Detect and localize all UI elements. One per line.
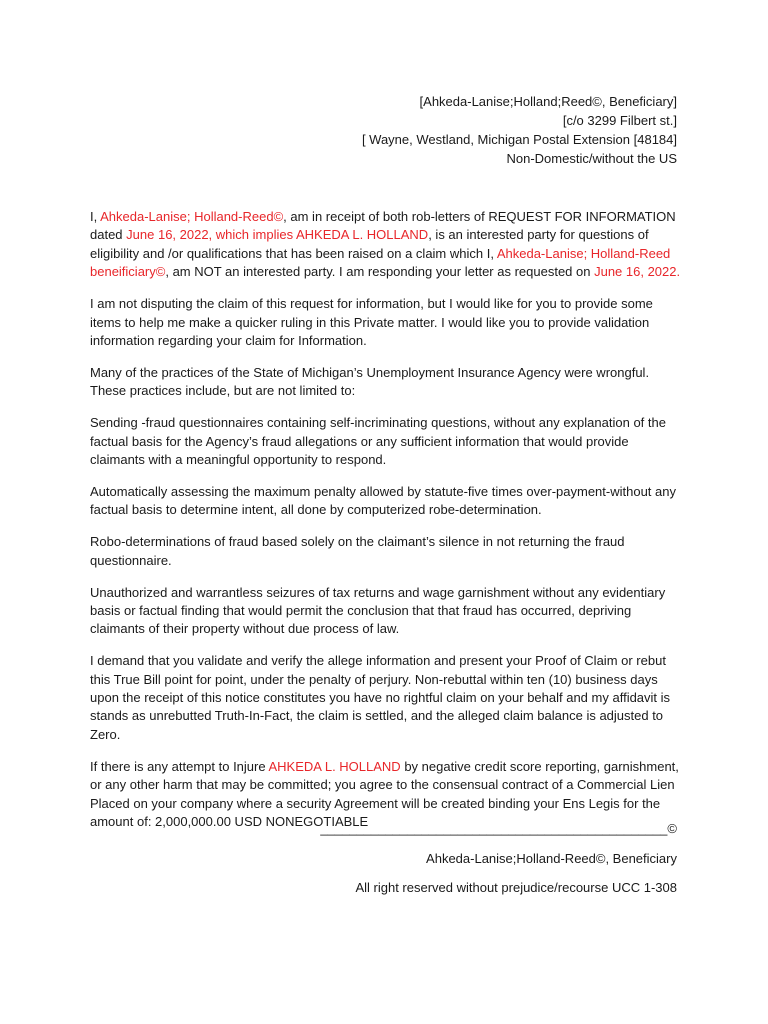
paragraph-robo-determinations: Robo-determinations of fraud based solely on the claimant’s silence in not returning the fraud questionnaire. — [90, 534, 625, 568]
letter-body — [90, 208, 682, 845]
sender-street-line: [c/o 3299 Filbert st.] — [562, 113, 677, 128]
paragraph-demand: I demand that you validate and verify the allege information and present your Proof of Claim or rebut this True Bill point for point, under the penalty of perjury. Non-rebuttal within ten (10) business days upon the receipt of this notice constitutes you have no rightful claim on your behalf and my affidavit is stands as unrebutted Truth-In-Fact, the claim is settled, and the alleged claim balance is adjusted to Zero. — [90, 653, 671, 742]
rights-reservation: All right reserved without prejudice/recourse UCC 1-308 — [355, 880, 677, 895]
paragraph-request: I am not disputing the claim of this request for information, but I would like for you to provide some items to help me make a quicker ruling in this Private matter. I would like you to provide validation information regarding your claim for Information. — [90, 296, 653, 348]
signature-name: Ahkeda-Lanise;Holland-Reed©, Beneficiary — [426, 851, 677, 866]
text-run: I, — [90, 209, 101, 224]
text-run: , is an interested party for questions of eligibility and /or qualifications that has been raised on a claim which I, — [90, 227, 649, 261]
sender-jurisdiction-line: Non-Domestic/without the US — [506, 151, 677, 166]
sender-city-line: [ Wayne, Westland, Michigan Postal Extension [48184] — [361, 132, 677, 147]
text-run: If there is any attempt to Injure — [90, 758, 269, 774]
highlighted-date: June 16, 2022, which implies AHKEDA L. HOLLAND — [126, 227, 429, 243]
text-run: by negative credit score reporting, garnishment, or any other harm that may be committed; you agree to the consensual contract of a Commercial Lien Placed on your company where a security Agreement will be created binding your Ens Legis for the amount of: 2,000,000.00 USD NONEGOTIABLE — [90, 758, 679, 829]
highlighted-date: June 16, 2022. — [594, 264, 681, 280]
signature-line: ________________________________________________© — [320, 821, 677, 836]
highlighted-name: AHKEDA L. HOLLAND — [268, 758, 401, 774]
text-run: , am in receipt of both rob-letters of REQUEST FOR INFORMATION dated — [90, 209, 676, 243]
highlighted-name: Ahkeda-Lanise; Holland-Reed beneificiary© — [90, 245, 671, 280]
highlighted-name: Ahkeda-Lanise; Holland-Reed© — [100, 209, 284, 224]
paragraph-practices: Many of the practices of the State of Michigan’s Unemployment Insurance Agency were wrongful. These practices include, but are not limited to: — [90, 364, 650, 399]
paragraph-penalty: Automatically assessing the maximum penalty allowed by statute-five times over-payment-without any factual basis to determine intent, all done by computerized robe-determination. — [90, 483, 676, 518]
paragraph-questionnaires: Sending -fraud questionnaires containing self-incriminating questions, without any explanation of the factual basis for the Agency’s fraud allegations or any sufficient information that would provide claimants with a meaningful opportunity to respond. — [90, 415, 666, 467]
paragraph-seizures: Unauthorized and warrantless seizures of tax returns and wage garnishment without any evidentiary basis or factual finding that would permit the conclusion that that fraud has occurred, depriving claimants of their property without due process of law. — [90, 584, 666, 637]
text-run: , am NOT an interested party. I am responding your letter as requested on — [165, 264, 595, 280]
paragraph-intro — [90, 208, 682, 282]
sender-address-block — [257, 92, 677, 168]
sender-name-line: [Ahkeda-Lanise;Holland;Reed©, Beneficiary] — [419, 94, 677, 109]
